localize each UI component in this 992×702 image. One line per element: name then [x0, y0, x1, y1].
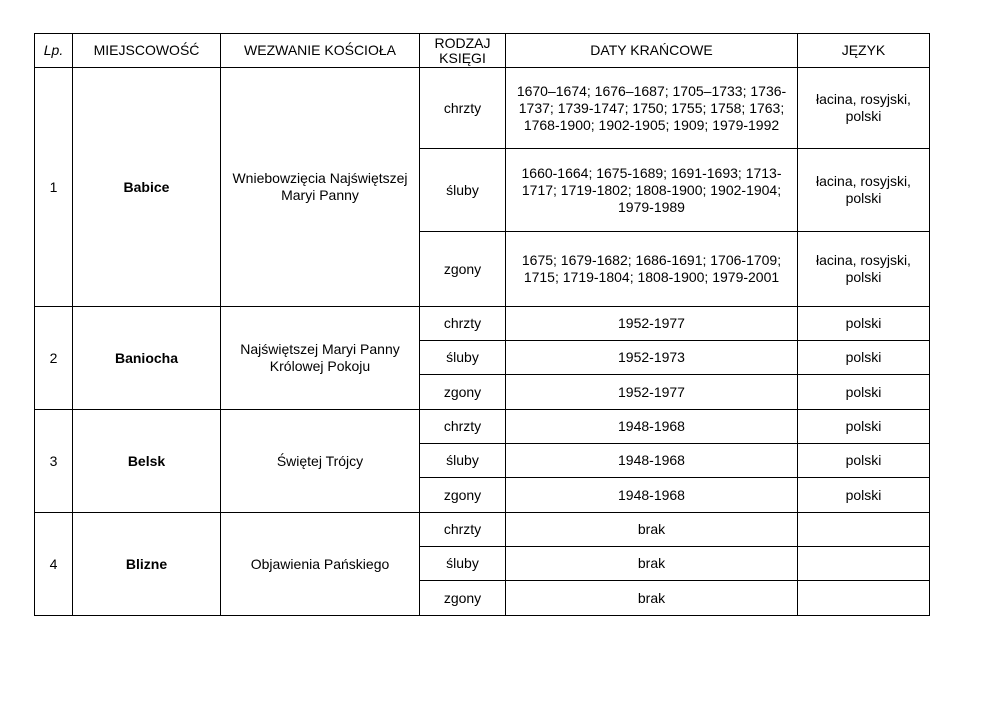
book-dates: 1948-1968 — [506, 444, 798, 478]
table-row — [35, 513, 930, 547]
book-language: polski — [798, 444, 930, 478]
book-type: śluby — [420, 444, 506, 478]
parish-church: Najświętszej Maryi Panny Królowej Pokoju — [221, 307, 420, 410]
book-language: polski — [798, 410, 930, 444]
header-town: MIEJSCOWOŚĆ — [73, 34, 221, 68]
book-language: łacina, rosyjski, polski — [798, 68, 930, 149]
book-type: chrzty — [420, 307, 506, 341]
parish-lp: 2 — [35, 307, 73, 410]
table-row — [35, 410, 930, 444]
table-body — [35, 68, 930, 616]
book-language: polski — [798, 478, 930, 513]
book-dates: 1948-1968 — [506, 478, 798, 513]
header-row — [35, 34, 930, 68]
parish-town: Baniocha — [73, 307, 221, 410]
header-dates: DATY KRAŃCOWE — [506, 34, 798, 68]
table-header — [35, 34, 930, 68]
book-type: zgony — [420, 232, 506, 307]
book-dates: 1675; 1679-1682; 1686-1691; 1706-1709; 1715; 1719-1804; 1808-1900; 1979-2001 — [506, 232, 798, 307]
book-dates: 1952-1973 — [506, 341, 798, 375]
book-language: polski — [798, 307, 930, 341]
book-dates: brak — [506, 547, 798, 581]
parish-church: Wniebowzięcia Najświętszej Maryi Panny — [221, 68, 420, 307]
parish-records-table — [34, 33, 930, 616]
book-type: chrzty — [420, 410, 506, 444]
parish-town: Blizne — [73, 513, 221, 616]
book-dates: 1952-1977 — [506, 375, 798, 410]
book-language — [798, 547, 930, 581]
book-dates: 1660-1664; 1675-1689; 1691-1693; 1713-1717; 1719-1802; 1808-1900; 1902-1904; 1979-1989 — [506, 149, 798, 232]
header-language: JĘZYK — [798, 34, 930, 68]
book-type: zgony — [420, 375, 506, 410]
header-book-type: RODZAJ KSIĘGI — [420, 34, 506, 68]
header-lp: Lp. — [35, 34, 73, 68]
book-type: chrzty — [420, 68, 506, 149]
table-row — [35, 307, 930, 341]
book-type: zgony — [420, 581, 506, 616]
parish-town: Babice — [73, 68, 221, 307]
book-dates: 1670–1674; 1676–1687; 1705–1733; 1736-1737; 1739-1747; 1750; 1755; 1758; 1763; 1768-1900; 1902-1905; 1909; 1979-1992 — [506, 68, 798, 149]
book-type: chrzty — [420, 513, 506, 547]
parish-lp: 1 — [35, 68, 73, 307]
book-language: polski — [798, 341, 930, 375]
book-dates: brak — [506, 513, 798, 547]
book-type: zgony — [420, 478, 506, 513]
book-type: śluby — [420, 149, 506, 232]
parish-lp: 4 — [35, 513, 73, 616]
book-type: śluby — [420, 547, 506, 581]
parish-town: Belsk — [73, 410, 221, 513]
parish-church: Świętej Trójcy — [221, 410, 420, 513]
book-language — [798, 581, 930, 616]
table-row — [35, 68, 930, 149]
book-dates: 1948-1968 — [506, 410, 798, 444]
parish-church: Objawienia Pańskiego — [221, 513, 420, 616]
parish-lp: 3 — [35, 410, 73, 513]
book-language: łacina, rosyjski, polski — [798, 232, 930, 307]
book-language: łacina, rosyjski, polski — [798, 149, 930, 232]
book-dates: brak — [506, 581, 798, 616]
book-type: śluby — [420, 341, 506, 375]
book-language — [798, 513, 930, 547]
header-church: WEZWANIE KOŚCIOŁA — [221, 34, 420, 68]
book-language: polski — [798, 375, 930, 410]
book-dates: 1952-1977 — [506, 307, 798, 341]
